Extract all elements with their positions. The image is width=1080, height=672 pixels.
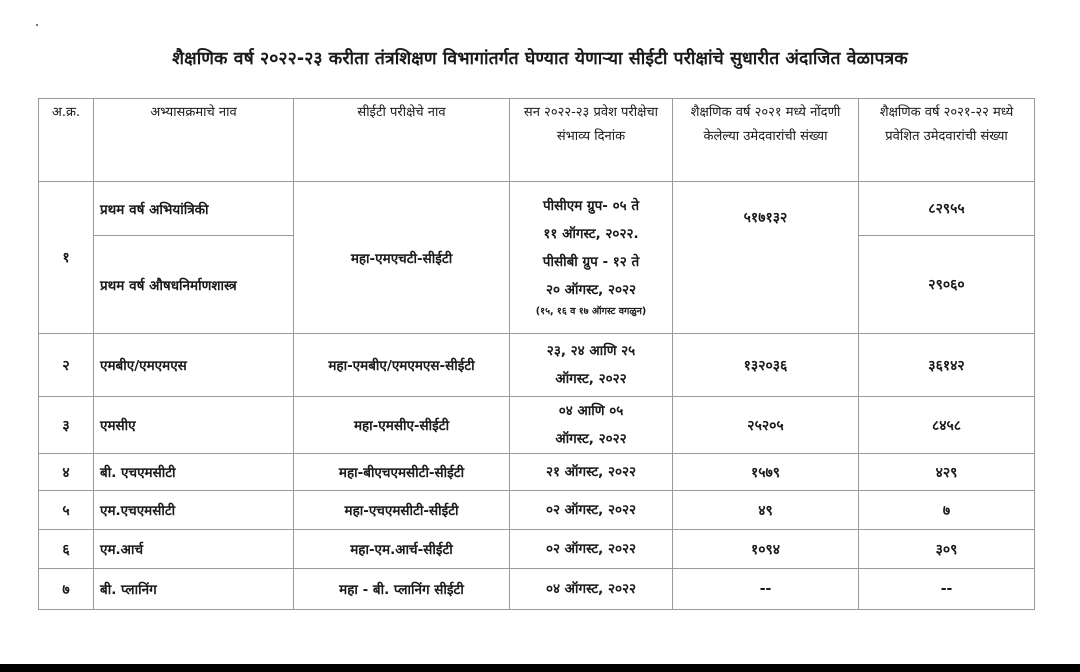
date-line: ११ ऑगस्ट, २०२२. bbox=[543, 226, 639, 242]
date-line: २३, २४ आणि २५ bbox=[546, 343, 636, 359]
row-course-name: बी. एचएमसीटी bbox=[94, 454, 294, 491]
row-sr-no: २ bbox=[39, 334, 94, 397]
row-course-name: एम.आर्च bbox=[94, 530, 294, 569]
table-row bbox=[39, 454, 1035, 491]
row-sr-no: ४ bbox=[39, 454, 94, 491]
table-row bbox=[39, 182, 1035, 236]
header-admitted-count: शैक्षणिक वर्ष २०२१-२२ मध्ये प्रवेशित उमेदवारांची संख्या bbox=[859, 99, 1035, 182]
table-row bbox=[39, 530, 1035, 569]
row-cet-name: महा-एमसीए-सीईटी bbox=[294, 397, 510, 454]
row-exam-date: ०२ ऑगस्ट, २०२२ bbox=[510, 491, 673, 530]
row-cet-name: महा-एचएमसीटी-सीईटी bbox=[294, 491, 510, 530]
row-registered-count: ४९ bbox=[673, 491, 859, 530]
row-sr-no: ५ bbox=[39, 491, 94, 530]
row-cet-name: महा-एम.आर्च-सीईटी bbox=[294, 530, 510, 569]
row-registered-count: २५२०५ bbox=[673, 397, 859, 454]
row-admitted-count: ४२९ bbox=[859, 454, 1035, 491]
row-course-name: प्रथम वर्ष औषधनिर्माणशास्त्र bbox=[94, 236, 294, 334]
row-cet-name: महा-एमबीए/एमएमएस-सीईटी bbox=[294, 334, 510, 397]
row-registered-count: १०९४ bbox=[673, 530, 859, 569]
row-course-name: प्रथम वर्ष अभियांत्रिकी bbox=[94, 182, 294, 236]
row-admitted-count: -- bbox=[859, 569, 1035, 610]
row-course-name: एमबीए/एमएमएस bbox=[94, 334, 294, 397]
row-sr-no: ७ bbox=[39, 569, 94, 610]
row-sr-no: १ bbox=[39, 182, 94, 334]
cet-schedule-table bbox=[38, 98, 1035, 610]
row-cet-name: महा - बी. प्लानिंग सीईटी bbox=[294, 569, 510, 610]
row-registered-count: १३२०३६ bbox=[673, 334, 859, 397]
date-line: ऑगस्ट, २०२२ bbox=[555, 371, 627, 387]
date-line: पीसीएम ग्रुप- ०५ ते bbox=[542, 198, 640, 214]
row-course-name: एमसीए bbox=[94, 397, 294, 454]
scan-speck bbox=[36, 24, 38, 26]
row-cet-name: महा-बीएचएमसीटी-सीईटी bbox=[294, 454, 510, 491]
row-course-name: एम.एचएमसीटी bbox=[94, 491, 294, 530]
row-exam-date: २१ ऑगस्ट, २०२२ bbox=[510, 454, 673, 491]
table-row bbox=[39, 491, 1035, 530]
row-admitted-count: ८२९५५ bbox=[859, 182, 1035, 236]
document-title: शैक्षणिक वर्ष २०२२-२३ करीता तंत्रशिक्षण विभागांतर्गत घेण्यात येणाऱ्या सीईटी परीक्षांचे सुधारीत अंदाजित वेळापत्रक bbox=[172, 49, 908, 69]
date-exclusion-note: (१५, १६ व १७ ऑगस्ट वगळुन) bbox=[535, 306, 647, 317]
row-admitted-count: ३०९ bbox=[859, 530, 1035, 569]
date-line: ०४ आणि ०५ bbox=[558, 403, 624, 419]
table-row bbox=[39, 397, 1035, 454]
row-exam-date: ०२ ऑगस्ट, २०२२ bbox=[510, 530, 673, 569]
date-line: ऑगस्ट, २०२२ bbox=[555, 431, 627, 447]
date-line: २० ऑगस्ट, २०२२ bbox=[545, 282, 637, 298]
header-row bbox=[39, 99, 1035, 182]
row-admitted-count: २९०६० bbox=[859, 236, 1035, 334]
table-row bbox=[39, 569, 1035, 610]
header-exam-date: सन २०२२-२३ प्रवेश परीक्षेचा संभाव्य दिनांक bbox=[510, 99, 673, 182]
row-cet-name: महा-एमएचटी-सीईटी bbox=[294, 182, 510, 334]
row-sr-no: ६ bbox=[39, 530, 94, 569]
row-course-name: बी. प्लानिंग bbox=[94, 569, 294, 610]
date-line: पीसीबी ग्रुप - १२ ते bbox=[542, 254, 640, 270]
row-admitted-count: ८४५८ bbox=[859, 397, 1035, 454]
row-exam-date bbox=[510, 182, 673, 334]
row-admitted-count: ३६१४२ bbox=[859, 334, 1035, 397]
row-exam-date bbox=[510, 397, 673, 454]
header-cet-name: सीईटी परीक्षेचे नाव bbox=[294, 99, 510, 182]
row-registered-count: १५७९ bbox=[673, 454, 859, 491]
header-course-name: अभ्यासक्रमाचे नाव bbox=[94, 99, 294, 182]
row-registered-count: ५१७१३२ bbox=[673, 182, 859, 334]
row-registered-count: -- bbox=[673, 569, 859, 610]
header-registered-count: शैक्षणिक वर्ष २०२१ मध्ये नोंदणी केलेल्या उमेदवारांची संख्या bbox=[673, 99, 859, 182]
row-exam-date: ०४ ऑगस्ट, २०२२ bbox=[510, 569, 673, 610]
row-exam-date bbox=[510, 334, 673, 397]
bottom-black-bar bbox=[0, 664, 1080, 672]
row-sr-no: ३ bbox=[39, 397, 94, 454]
header-sr-no: अ.क्र. bbox=[39, 99, 94, 182]
row-admitted-count: ७ bbox=[859, 491, 1035, 530]
table-row bbox=[39, 334, 1035, 397]
